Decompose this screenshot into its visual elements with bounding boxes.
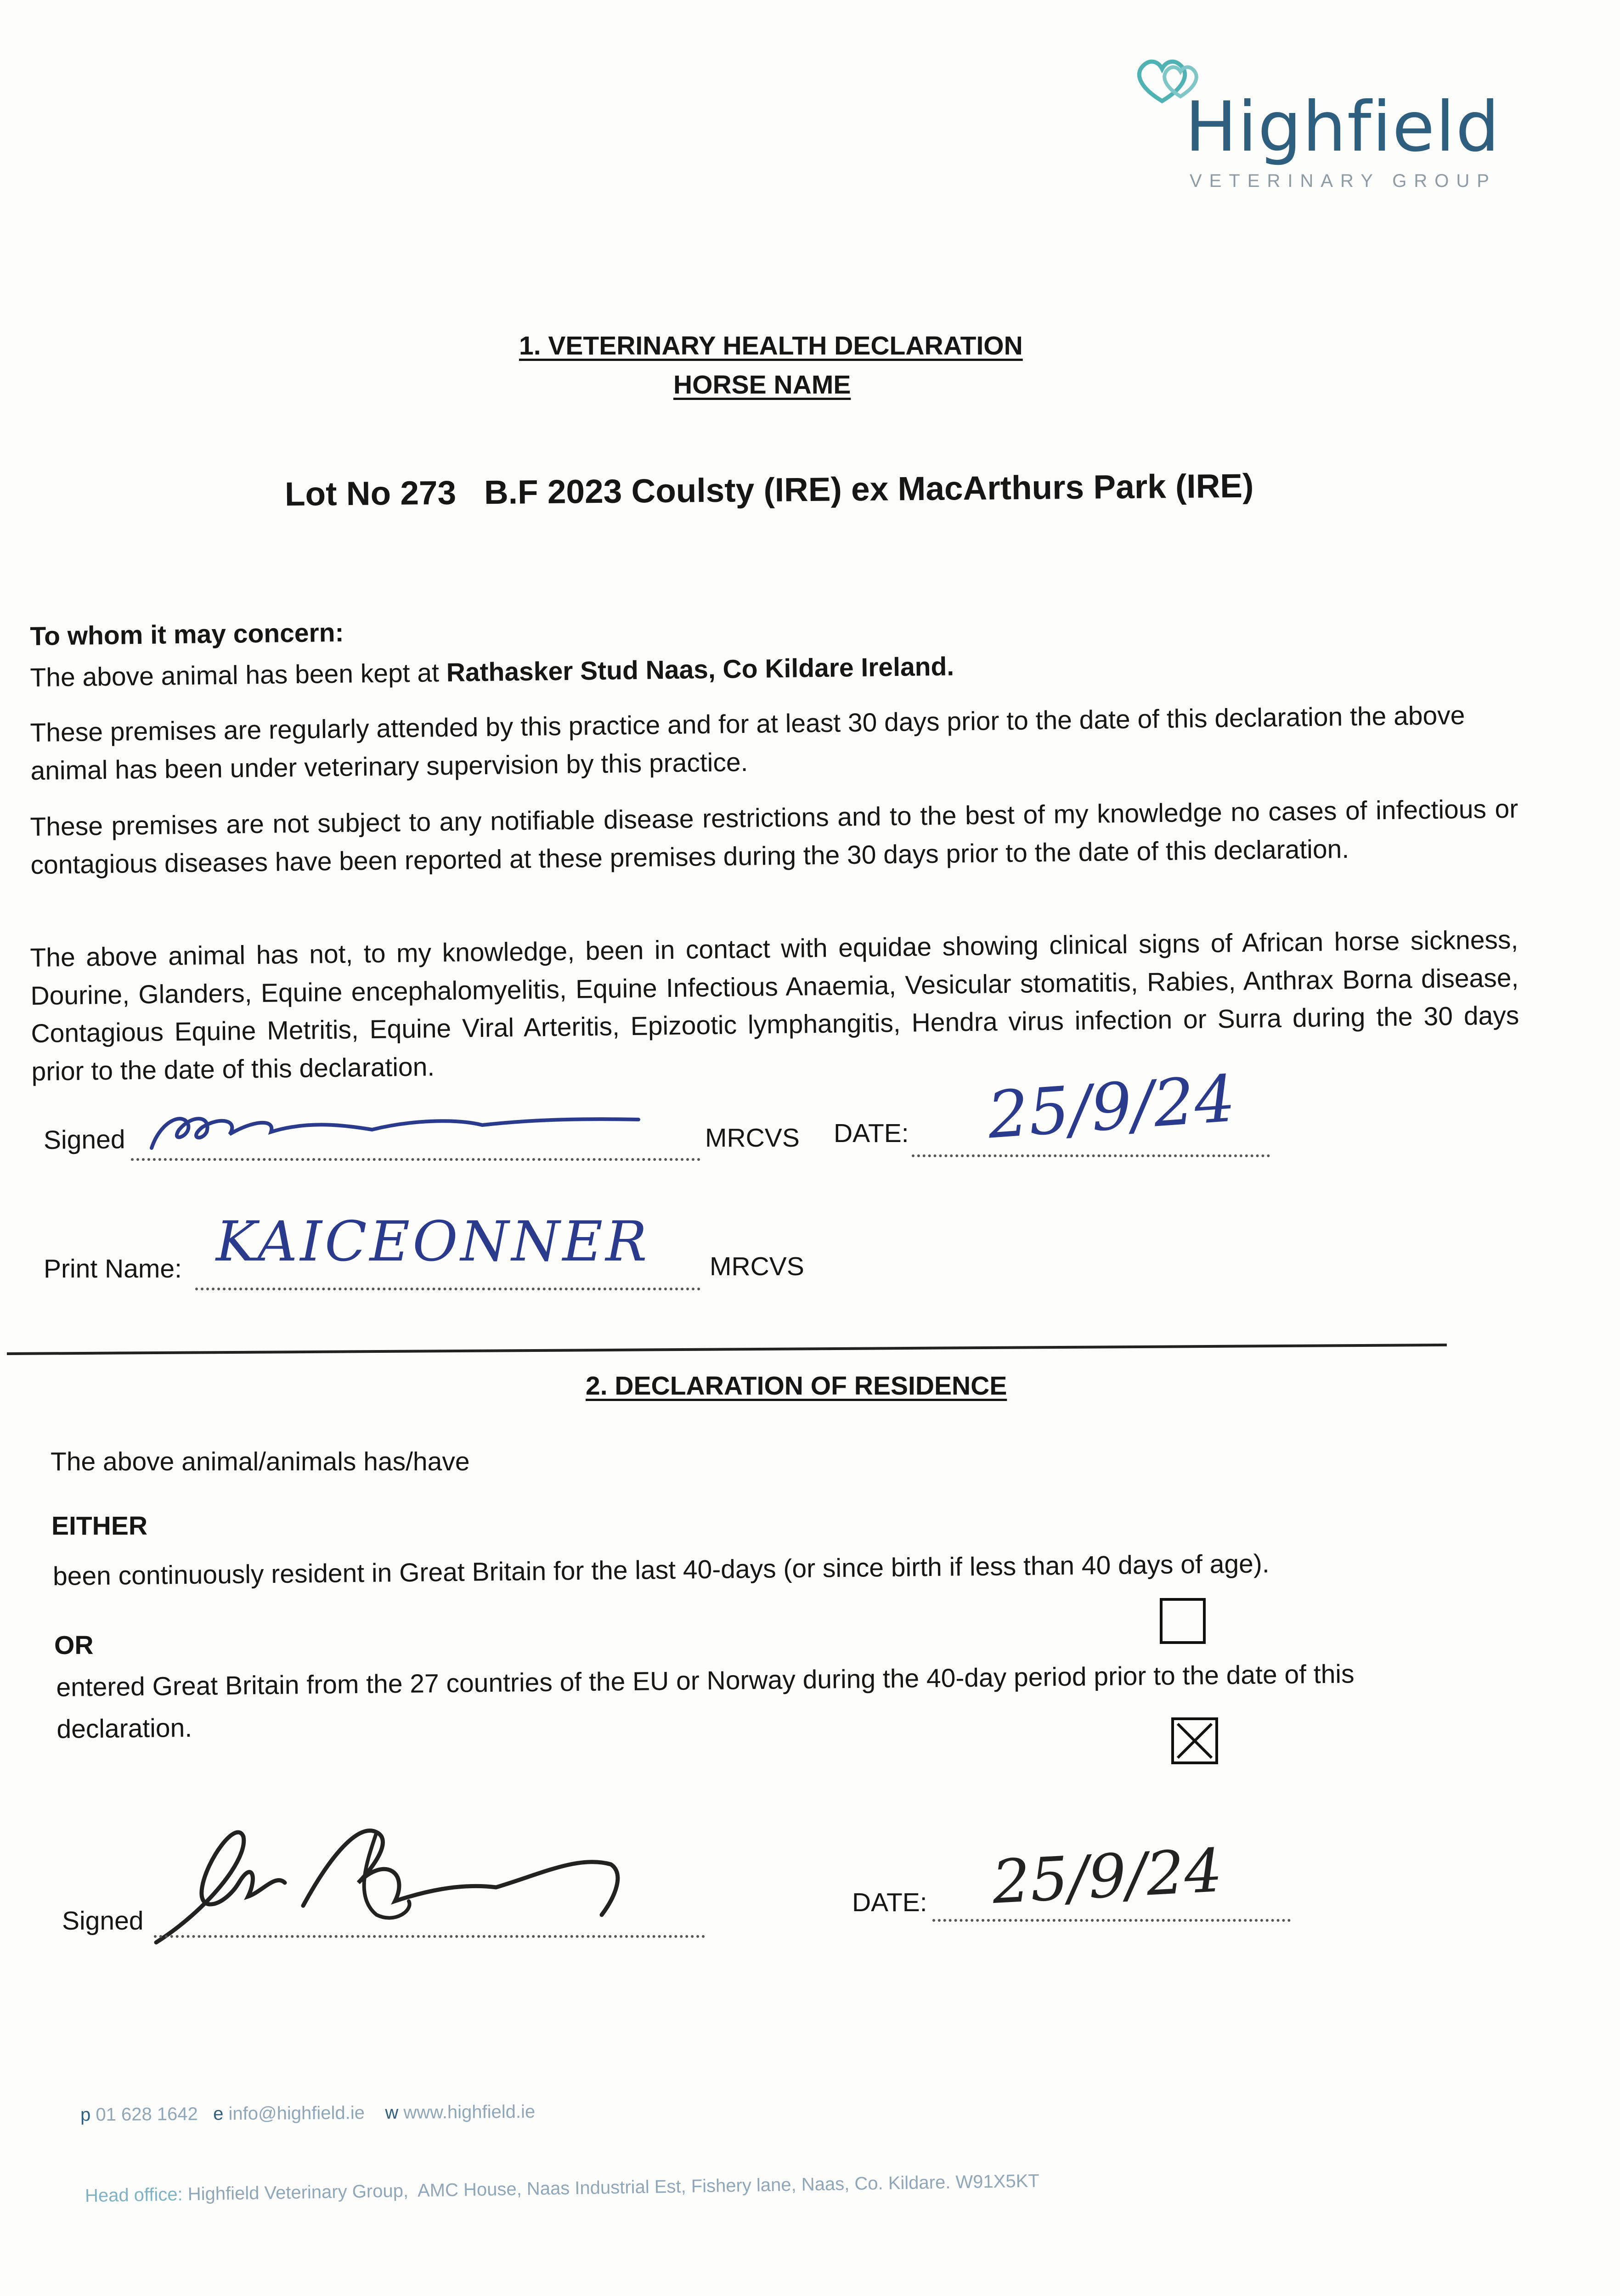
either-label: EITHER	[51, 1511, 148, 1541]
section1-title: 1. VETERINARY HEALTH DECLARATION	[519, 331, 1023, 360]
date-label-2: DATE:	[852, 1888, 927, 1917]
signature-line-2	[154, 1915, 705, 1938]
section2-intro: The above animal/animals has/have	[51, 1447, 470, 1476]
footer-contact	[80, 2102, 535, 2126]
option-entered-checkbox[interactable]	[1171, 1717, 1218, 1764]
phone-key: p	[80, 2105, 91, 2125]
print-name-label: Print Name:	[44, 1254, 182, 1283]
handwritten-signature	[133, 1093, 648, 1162]
logo-wordmark: Highfield	[1185, 87, 1501, 167]
email-key: e	[213, 2104, 224, 2124]
option-resident-checkbox[interactable]	[1160, 1598, 1206, 1644]
attendance-paragraph: These premises are regularly attended by this practice and for at least 30 days prior to the date of this declaration the above animal has been under veterinary supervision by this practice.	[30, 700, 1465, 786]
restrictions-paragraph: These premises are not subject to any notifiable disease restrictions and to the best of my knowledge no cases of infectious or contagious diseases have been reported at these premises during the 30 days prior to the date of this declaration.	[30, 794, 1518, 880]
option-entered-text: entered Great Britain from the 27 countries of the EU or Norway during the 40-day period prior to the date of this declaration.	[56, 1659, 1355, 1745]
signed-label-2: Signed	[62, 1906, 144, 1936]
logo-subtitle: VETERINARY GROUP	[1190, 171, 1496, 191]
signed-label: Signed	[43, 1125, 125, 1155]
checkbox-cross-icon	[1174, 1720, 1215, 1761]
kept-prefix: The above animal has been kept at	[30, 658, 447, 692]
option-resident-text: been continuously resident in Great Britain for the last 40-days (or since birth if less than 40 days of age).	[52, 1549, 1270, 1591]
office-key: Head office:	[85, 2184, 183, 2206]
footer-phone: 01 628 1642	[96, 2104, 198, 2125]
section-divider	[7, 1344, 1447, 1355]
date-label: DATE:	[834, 1119, 909, 1148]
date-value: 25/9/24	[985, 1061, 1238, 1154]
web-key: w	[385, 2102, 399, 2123]
date-value-2: 25/9/24	[990, 1835, 1224, 1918]
or-label: OR	[54, 1631, 94, 1660]
footer-address	[85, 2171, 1039, 2206]
section2-title: 2. DECLARATION OF RESIDENCE	[586, 1371, 1007, 1401]
kept-location: Rathasker Stud Naas, Co Kildare Ireland.	[446, 652, 954, 687]
print-mrcvs-label: MRCVS	[710, 1252, 804, 1281]
section1-subtitle: HORSE NAME	[673, 370, 851, 400]
salutation: To whom it may concern:	[30, 618, 344, 651]
office-address: Highfield Veterinary Group, AMC House, Naas Industrial Est, Fishery lane, Naas, Co. Kildare. W91X5KT	[187, 2171, 1040, 2205]
footer-web[interactable]: www.highfield.ie	[403, 2101, 536, 2123]
lot-line: Lot No 273 B.F 2023 Coulsty (IRE) ex MacArthurs Park (IRE)	[284, 467, 1254, 513]
footer-email[interactable]: info@highfield.ie	[228, 2103, 365, 2124]
print-name-value: KAICEONNER	[216, 1210, 650, 1274]
mrcvs-label: MRCVS	[705, 1123, 800, 1153]
contact-paragraph: The above animal has not, to my knowledge, been in contact with equidae showing clinical signs of African horse sickness, Dourine, Glanders, Equine encephalomyelitis, Equine Infectious Anaemia, Vesicular stomatitis, Rabies, Anthrax Borna disease, Contagious Equine Metritis, Equine Viral Arteritis, Epizootic lymphangitis, Hendra virus infection or Surra during the 30 days prior to the date of this declaration.	[30, 925, 1519, 1086]
